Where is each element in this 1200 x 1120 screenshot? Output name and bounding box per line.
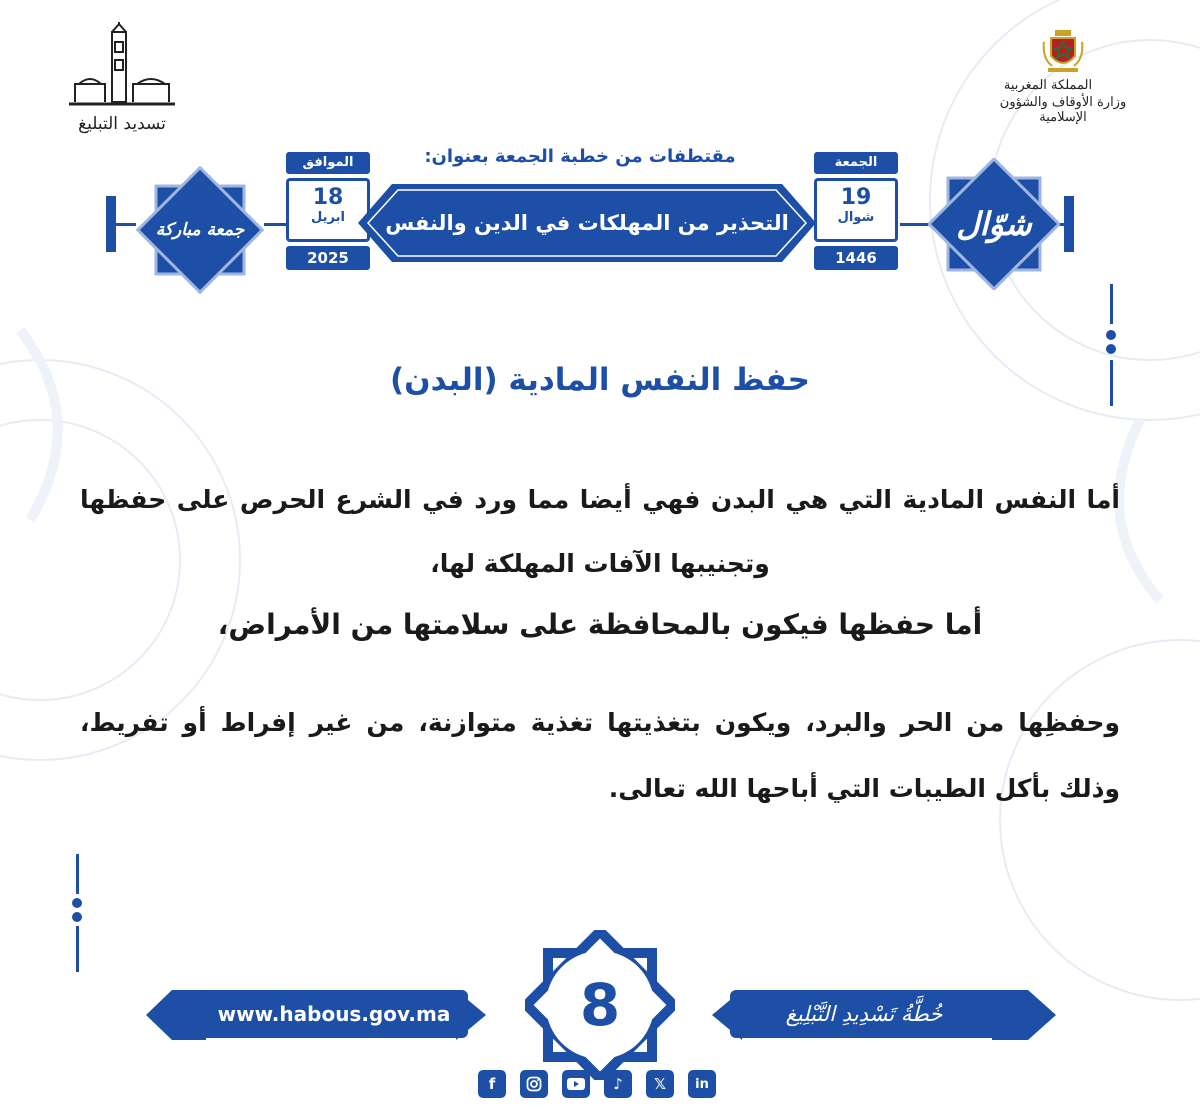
facebook-icon[interactable]: f (478, 1070, 506, 1098)
ornament-bar-left-top (76, 854, 79, 894)
gregorian-label: الموافق (286, 152, 370, 174)
page-number-badge (525, 930, 675, 1080)
paragraph-1: أما النفس المادية التي هي البدن فهي أيضا مما ورد في الشرع الحرص على حفظها وتجنيبها الآفات المهلكة لها، (80, 485, 1120, 578)
ornament-dot-left-1 (72, 898, 82, 908)
paragraph-3: وحفظِها من الحر والبرد، ويكون بتغذيتها تغذية متوازنة، من غير إفراط أو تفريط، وذلك بأكل الطيبات التي أباحها الله تعالى. (80, 708, 1120, 803)
instagram-icon[interactable] (520, 1070, 548, 1098)
gregorian-day: 18 (312, 185, 344, 210)
band-line-mid-right (900, 223, 930, 226)
hijri-label: الجمعة (814, 152, 898, 174)
ornament-bar-right-bottom (1110, 360, 1113, 406)
page-number: 8 (579, 971, 621, 1039)
shawwal-rosette (928, 158, 1060, 290)
kingdom-label: المملكة المغربية (1003, 78, 1093, 93)
ornament-dot-left-2 (72, 912, 82, 922)
tiktok-icon[interactable]: ♪ (604, 1070, 632, 1098)
jumua-rosette (134, 164, 266, 296)
khutta-label: خُطَّةُ تَسْدِيدِ التَّبْلِيغ (730, 990, 998, 1038)
gregorian-year: 2025 (286, 246, 370, 270)
shawwal-text: شوّال (956, 205, 1032, 243)
social-links (478, 1070, 716, 1098)
hijri-month: شوال (837, 210, 875, 225)
linkedin-icon[interactable]: in (688, 1070, 716, 1098)
ornament-dot-right-2 (1106, 344, 1116, 354)
tasdid-logo (62, 22, 182, 134)
section-title: حفظ النفس المادية (البدن) (390, 362, 810, 398)
jumua-text: جمعة مباركة (155, 220, 245, 240)
website-link[interactable]: www.habous.gov.ma (200, 990, 468, 1038)
x-icon[interactable]: 𝕏 (646, 1070, 674, 1098)
gregorian-month: ابريل (311, 210, 345, 225)
khutba-subtitle: مقتطفات من خطبة الجمعة بعنوان: (424, 146, 736, 167)
ministry-header (978, 28, 1148, 125)
ornament-bar-right-top (1110, 284, 1113, 324)
khutba-title: التحذير من المهلكات في الدين والنفس (385, 211, 789, 235)
ornament-bar-left-bottom (76, 926, 79, 972)
band-line-left (114, 223, 136, 226)
youtube-icon[interactable] (562, 1070, 590, 1098)
royal-crest-icon (1040, 28, 1086, 74)
logo-caption: تسديد التبليغ (78, 114, 166, 134)
hijri-day: 19 (840, 185, 872, 210)
paragraph-2: أما حفظها فيكون بالمحافظة على سلامتها من الأمراض، (217, 608, 983, 641)
hijri-day-month (814, 178, 898, 242)
ministry-name: وزارة الأوقاف والشؤون الإسلامية (999, 95, 1127, 125)
hijri-year: 1446 (814, 246, 898, 270)
hijri-date (814, 152, 898, 272)
khutba-title-banner (358, 178, 816, 268)
ornament-dot-right-1 (1106, 330, 1116, 340)
mosque-icon (67, 22, 177, 114)
